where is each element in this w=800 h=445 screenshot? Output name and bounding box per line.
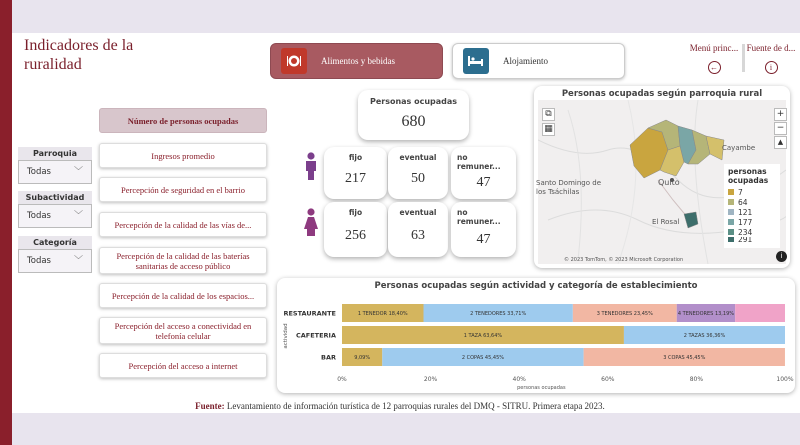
legend-item: [728, 227, 776, 237]
compass-icon[interactable]: ▲: [774, 136, 787, 149]
stacked-bar-chart: [277, 278, 795, 393]
legend-swatch: [728, 219, 734, 225]
chevron-down-icon: ﹀: [73, 211, 83, 221]
map-title: Personas ocupadas según parroquia rural: [561, 89, 763, 99]
menu-principal-link[interactable]: [686, 43, 742, 74]
metric-seguridad-barrio[interactable]: Percepción de seguridad en el barrio: [99, 177, 267, 202]
map-layer-icon[interactable]: ⧉: [542, 108, 555, 121]
map-grid-icon[interactable]: ▦: [542, 123, 555, 136]
data-label: 3 TENEDORES 23,45%: [596, 311, 653, 317]
kpi-label: fijo: [348, 208, 363, 217]
data-label: 4 TENEDORES 13,19%: [677, 311, 735, 317]
legend-swatch: [728, 189, 734, 195]
fuente-datos-link[interactable]: [743, 43, 799, 74]
info-icon: i: [765, 61, 778, 74]
kpi-female-eventual: [388, 202, 448, 257]
metric-baterias-sanitarias[interactable]: Percepción de la calidad de las baterías sanitarias de acceso público: [99, 247, 267, 274]
left-accent-strip: [0, 0, 12, 445]
legend-label: 7: [738, 187, 743, 197]
source-label: Fuente:: [195, 401, 225, 411]
kpi-value: 63: [411, 228, 425, 243]
legend-label: 291: [738, 237, 753, 242]
select-value: Todas: [27, 211, 51, 221]
x-tick-label: 100%: [776, 376, 794, 383]
x-tick-label: 60%: [601, 376, 615, 383]
map-attribution: © 2023 TomTom, © 2023 Microsoft Corporation: [564, 257, 684, 263]
x-tick-label: 40%: [512, 376, 526, 383]
map-place-label: El Rosal: [652, 218, 680, 226]
data-label: 1 TENEDOR 18,40%: [357, 311, 408, 317]
data-label: 9,09%: [354, 355, 371, 361]
select-value: Todas: [27, 256, 51, 266]
nav-label: Fuente de d...: [746, 43, 796, 53]
legend-swatch: [728, 229, 734, 235]
kpi-label: no remuner...: [457, 153, 501, 171]
parroquia-select[interactable]: [18, 160, 92, 184]
page-title: Indicadores de la ruralidad: [24, 37, 134, 73]
chart-panel: [277, 278, 795, 393]
chevron-down-icon: ﹀: [73, 256, 83, 266]
kpi-label: fijo: [348, 153, 363, 162]
metric-acceso-internet[interactable]: Percepción del acceso a internet: [99, 353, 267, 378]
top-band: [12, 0, 800, 33]
filter-label-subactividad: Subactividad: [18, 191, 92, 205]
legend-swatch: [728, 237, 734, 242]
source-text: Levantamiento de información turística de 12 parroquias rurales del DMQ - SITRU. Primera etapa 2023.: [226, 401, 605, 411]
kpi-label: no remuner...: [457, 208, 501, 226]
zoom-in-button[interactable]: +: [774, 108, 787, 121]
legend-label: 121: [738, 207, 753, 217]
kpi-label: Personas ocupadas: [369, 97, 458, 106]
chevron-down-icon: ﹀: [73, 167, 83, 177]
kpi-value: 50: [411, 171, 425, 186]
data-label: 2 TENEDORES 33,71%: [470, 311, 527, 317]
kpi-male-no-remunerado: [451, 147, 516, 199]
kpi-value: 217: [345, 171, 366, 186]
legend-label: 177: [738, 217, 753, 227]
y-axis-label: actividad: [283, 323, 289, 349]
legend-item: [728, 237, 776, 242]
filter-label-categoria: Categoría: [18, 236, 92, 250]
data-label: 2 TAZAS 36,36%: [683, 333, 726, 339]
kpi-personas-ocupadas: [358, 90, 469, 140]
female-person-icon: [304, 208, 318, 241]
map-place-label: Santo Domingo de los Tsáchilas: [536, 179, 601, 196]
tab-alimentos-bebidas[interactable]: [270, 43, 443, 79]
filter-label-parroquia: Parroquia: [18, 147, 92, 161]
metric-ingresos-promedio[interactable]: Ingresos promedio: [99, 143, 267, 168]
select-value: Todas: [27, 167, 51, 177]
data-label: 1 TAZA 63,64%: [463, 333, 503, 339]
plate-icon: [281, 48, 307, 74]
legend-item: [728, 207, 776, 217]
metric-telefonia-celular[interactable]: Percepción del acceso a conectividad en telefonía celular: [99, 317, 267, 344]
zoom-out-button[interactable]: −: [774, 122, 787, 135]
kpi-value: 256: [345, 228, 366, 243]
subactividad-select[interactable]: [18, 204, 92, 228]
map-legend: [724, 164, 780, 248]
legend-item: [728, 217, 776, 227]
source-note: [0, 401, 800, 411]
tab-label: Alojamiento: [503, 56, 548, 66]
map-info-icon[interactable]: i: [776, 251, 787, 262]
legend-swatch: [728, 199, 734, 205]
kpi-female-fijo: [324, 202, 387, 257]
data-label: 2 COPAS 45,45%: [461, 355, 505, 361]
bed-icon: [463, 48, 489, 74]
legend-item: [728, 187, 776, 197]
legend-label: 64: [738, 197, 748, 207]
map-place-label: Quito: [658, 178, 680, 187]
tab-alojamiento[interactable]: [452, 43, 625, 79]
kpi-label: eventual: [399, 153, 437, 162]
kpi-male-fijo: [324, 147, 387, 199]
legend-swatch: [728, 209, 734, 215]
category-label: CAFETERIA: [295, 331, 336, 340]
categoria-select[interactable]: [18, 249, 92, 273]
nav-label: Menú princ...: [689, 43, 739, 53]
chart-title: Personas ocupadas según actividad y categoría de establecimiento: [374, 281, 698, 291]
x-tick-label: 0%: [337, 376, 347, 383]
category-label: BAR: [321, 353, 336, 362]
legend-item: [728, 197, 776, 207]
male-person-icon: [304, 152, 318, 185]
map-place-label: Cayambe: [722, 144, 756, 152]
tab-label: Alimentos y bebidas: [321, 56, 395, 66]
kpi-label: eventual: [399, 208, 437, 217]
x-tick-label: 80%: [689, 376, 704, 383]
kpi-value: 47: [476, 175, 491, 190]
kpi-female-no-remunerado: [451, 202, 516, 257]
bar-segment: [735, 304, 785, 322]
back-arrow-icon: ←: [708, 61, 721, 74]
x-axis-label: personas ocupadas: [517, 385, 566, 391]
kpi-value: 680: [401, 113, 426, 130]
data-label: 3 COPAS 45,45%: [663, 355, 706, 361]
category-label: RESTAURANTE: [283, 309, 336, 318]
kpi-value: 47: [476, 232, 491, 247]
metric-calidad-vias[interactable]: Percepción de la calidad de las vías de...: [99, 212, 267, 237]
metric-espacios[interactable]: Percepción de la calidad de los espacios...: [99, 283, 267, 308]
x-tick-label: 20%: [423, 376, 438, 383]
kpi-male-eventual: [388, 147, 448, 199]
legend-title: personas ocupadas: [728, 167, 769, 185]
metric-personas-ocupadas[interactable]: Número de personas ocupadas: [99, 108, 267, 133]
legend-label: 234: [738, 227, 753, 237]
